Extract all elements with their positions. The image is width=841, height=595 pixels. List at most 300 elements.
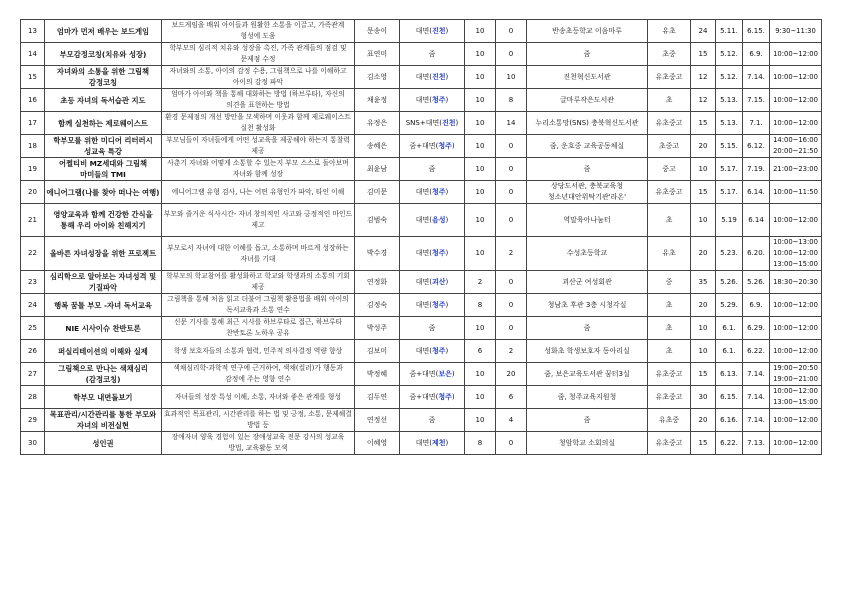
delivery-region-highlight: 청주 [432,346,446,355]
time-cell [770,386,822,409]
delivery-mode-cell [400,204,465,237]
instructor-cell: 김소영 [355,66,400,89]
delivery-mode-label: 줌 [428,49,436,58]
capacity-cell: 20 [691,135,716,158]
end-date-cell: 7.14. [743,409,770,432]
sessions-cell: 8 [465,294,496,317]
time-cell [770,237,822,271]
row-number-cell: 16 [21,89,45,112]
end-date-cell: 7.15. [743,89,770,112]
sessions-cell: 10 [465,112,496,135]
delivery-mode-label: 줌 [428,323,436,332]
table-row [21,237,822,271]
row-number-cell: 18 [21,135,45,158]
row-number-cell: 23 [21,271,45,294]
delivery-mode-close: ) [445,249,449,257]
venue-cell: 줌, 보은교육도서관 꿈터3실 [527,363,648,386]
time-cell: 10:00~12:00 [770,294,822,317]
delivery-mode-cell [400,271,465,294]
row-number-cell: 21 [21,204,45,237]
program-description-cell: 환경 문제점의 개선 방안을 모색하며 이웃과 함께 제로웨이스트 실천 활성화 [162,112,355,135]
end-date-cell: 7.14. [743,386,770,409]
table-row [21,409,822,432]
program-table [20,19,822,455]
time-cell: 21:00~23:00 [770,158,822,181]
delivery-mode-close: ) [445,438,449,447]
time-cell: 18:30~20:30 [770,271,822,294]
table-row [21,386,822,409]
start-date-cell: 6.22. [716,432,743,455]
start-date-cell: 5.26. [716,271,743,294]
delivery-mode-label: 대면( [415,438,432,447]
time-slot: 10:00~12:00 [773,387,818,395]
capacity-cell: 15 [691,363,716,386]
program-description-cell: 색채심리학-과학적 연구에 근거하여, 색채(컬러)가 행동과 감정에 주는 영향 연수 [162,363,355,386]
delivery-mode-cell [400,340,465,363]
instructor-cell: 박성주 [355,317,400,340]
capacity-cell: 15 [691,43,716,66]
delivery-mode-close: ) [445,187,449,196]
instructor-cell: 이혜영 [355,432,400,455]
delivery-mode-label: 줌+대면( [409,141,439,150]
time-slot: 13:00~15:00 [773,398,818,406]
program-description-cell: 사춘기 자녀와 어떻게 소통할 수 있는지 부모 스스로 돌아보며 자녀와 함께 성장 [162,158,355,181]
instructor-cell: 연정선 [355,409,400,432]
instructor-cell: 박정혜 [355,363,400,386]
row-number-cell: 29 [21,409,45,432]
delivery-mode-label: 대면( [415,72,432,81]
time-cell: 10:00~12:00 [770,409,822,432]
target-grade-cell: 초 [648,317,691,340]
start-date-cell: 5.11. [716,20,743,43]
target-grade-cell: 유초중고 [648,66,691,89]
program-description-cell: 장애자녀 양육 경험이 있는 장애성교육 전문 강사의 성교육 방법, 교육활동 모색 [162,432,355,455]
target-grade-cell: 초 [648,340,691,363]
instructor-cell: 문송이 [355,20,400,43]
delivery-region-highlight: 제천 [432,438,446,447]
delivery-mode-label: 대면( [415,249,432,257]
capacity-cell: 30 [691,386,716,409]
sessions-cell: 10 [465,158,496,181]
venue-cell: 줌 [527,43,648,66]
program-description-cell: 보드게임을 배워 아이들과 원활한 소통을 이끌고, 가족관계 형성에 도움 [162,20,355,43]
venue-cell: 글마루작은도서관 [527,89,648,112]
end-date-cell: 6.20. [743,237,770,271]
time-cell [770,363,822,386]
end-date-cell: 6.9. [743,43,770,66]
end-date-cell: 6.14 [743,204,770,237]
delivery-region-highlight: 진천 [432,26,446,35]
delivery-mode-close: ) [445,346,449,355]
delivery-mode-cell [400,89,465,112]
row-number-cell: 22 [21,237,45,271]
capacity-cell: 10 [691,158,716,181]
target-grade-cell: 유초 [648,237,691,271]
start-date-cell: 5.19 [716,204,743,237]
capacity-cell: 10 [691,204,716,237]
program-title-cell: 어쩔티비 MZ세대와 그림책 마미들의 TMI [45,158,162,181]
sessions-cell: 10 [465,204,496,237]
sessions-cell: 10 [465,409,496,432]
table-row [21,20,822,43]
program-table-body [21,20,822,455]
table-row [21,158,822,181]
time-cell: 10:00~12:00 [770,432,822,455]
start-date-cell: 5.13. [716,112,743,135]
delivery-region-highlight: 진천 [441,118,456,127]
sessions-cell: 10 [465,43,496,66]
start-date-cell: 5.17. [716,158,743,181]
sessions-cell: 2 [465,271,496,294]
delivery-mode-close: ) [451,369,455,378]
delivery-mode-cell [400,363,465,386]
delivery-mode-label: 줌 [428,415,436,424]
instructor-cell: 김보미 [355,340,400,363]
sessions-cell: 10 [465,181,496,204]
row-number-cell: 19 [21,158,45,181]
end-date-cell: 6.14. [743,181,770,204]
instructor-cell: 김정숙 [355,294,400,317]
delivery-mode-cell [400,181,465,204]
delivery-mode-label: 대면( [415,300,432,309]
target-grade-cell: 초중고 [648,135,691,158]
capacity-cell: 12 [691,89,716,112]
program-title-cell: 목표관리/시간관리를 통한 부모와 자녀의 비전실현 [45,409,162,432]
capacity-cell: 15 [691,432,716,455]
delivery-mode-cell [400,135,465,158]
capacity-cell: 10 [691,340,716,363]
delivery-region-highlight: 진천 [432,72,446,81]
sessions-cell: 10 [465,363,496,386]
sessions-cell: 10 [465,135,496,158]
venue-cell: 역말육아나눔터 [527,204,648,237]
instructor-cell: 최윤남 [355,158,400,181]
delivery-mode-label: 대면( [415,346,432,355]
sessions-cell: 8 [465,432,496,455]
delivery-mode-label: 줌+대면( [409,369,439,378]
delivery-mode-label: 대면( [415,215,432,224]
program-description-cell: 자녀들의 성장 특성 이해, 소통, 자녀와 좋은 관계를 형성 [162,386,355,409]
count-cell: 0 [496,20,527,43]
program-title-cell: 부모감정코칭(치유와 성장) [45,43,162,66]
program-description-cell: 부모로서 자녀에 대한 이해를 돕고, 소통하며 바르게 성장하는 자녀를 기대 [162,237,355,271]
target-grade-cell: 유초중고 [648,432,691,455]
count-cell: 0 [496,317,527,340]
count-cell: 2 [496,237,527,271]
delivery-region-highlight: 음성 [432,215,446,224]
count-cell: 6 [496,386,527,409]
program-title-cell: 퍼실리테이션의 이해와 실제 [45,340,162,363]
row-number-cell: 15 [21,66,45,89]
count-cell: 20 [496,363,527,386]
start-date-cell: 5.23. [716,237,743,271]
delivery-region-highlight: 청주 [432,249,446,257]
time-cell: 10:00~12:00 [770,89,822,112]
delivery-region-highlight: 청주 [438,141,452,150]
sessions-cell: 10 [465,20,496,43]
program-description-cell: 엄마가 아이와 책을 통해 대화하는 방법 (하브루타), 자신의 의견을 표현하는 방법 [162,89,355,112]
end-date-cell: 6.15. [743,20,770,43]
program-title-cell: 학부모를 위한 미디어 리터러시 성교육 특강 [45,135,162,158]
time-slot: 20:00~21:50 [773,147,818,155]
venue-cell: 줌, 청주교육지원청 [527,386,648,409]
end-date-cell: 7.1. [743,112,770,135]
capacity-cell: 10 [691,317,716,340]
delivery-mode-close: ) [445,300,449,309]
row-number-cell: 27 [21,363,45,386]
target-grade-cell: 초 [648,89,691,112]
table-row [21,89,822,112]
table-row [21,271,822,294]
count-cell: 14 [496,112,527,135]
row-number-cell: 14 [21,43,45,66]
sessions-cell: 6 [465,340,496,363]
instructor-cell: 표연미 [355,43,400,66]
delivery-mode-cell [400,386,465,409]
time-cell [770,135,822,158]
time-slot: 19:00~20:50 [773,364,818,372]
venue-cell: 상당도서관, 충북교육청 청소년대안위탁기관'라온' [527,181,648,204]
start-date-cell: 5.13. [716,89,743,112]
program-table-sheet [20,19,821,455]
venue-cell: 줌 [527,158,648,181]
row-number-cell: 13 [21,20,45,43]
program-title-cell: 함께 실천하는 제로웨이스트 [45,112,162,135]
time-cell: 9:30~11:30 [770,20,822,43]
time-slot: 13:00~15:00 [773,260,818,268]
program-description-cell: 신문 기사를 통해 최근 시사를 하브루타로 접근, 하브루타 찬반토론 노하우 공유 [162,317,355,340]
table-row [21,363,822,386]
program-description-cell: 에니어그램 유형 검사, 나는 어떤 유형인가 파악, 타인 이해 [162,181,355,204]
time-slot: 19:00~21:00 [773,375,818,383]
target-grade-cell: 초 [648,294,691,317]
capacity-cell: 35 [691,271,716,294]
target-grade-cell: 초 [648,204,691,237]
table-row [21,204,822,237]
table-row [21,294,822,317]
table-row [21,432,822,455]
program-title-cell: 성인권 [45,432,162,455]
delivery-mode-close: ) [451,141,455,150]
delivery-region-highlight: 청주 [432,187,446,196]
count-cell: 0 [496,294,527,317]
table-row [21,112,822,135]
sessions-cell: 10 [465,89,496,112]
capacity-cell: 24 [691,20,716,43]
delivery-mode-label: 줌 [428,164,436,173]
program-title-cell: 그림책으로 만나는 색채심리(감정코칭) [45,363,162,386]
count-cell: 0 [496,204,527,237]
table-row [21,135,822,158]
end-date-cell: 6.22. [743,340,770,363]
delivery-mode-label: 대면( [415,277,432,286]
end-date-cell: 6.29. [743,317,770,340]
sessions-cell: 10 [465,237,496,271]
count-cell: 10 [496,66,527,89]
program-title-cell: 엄마가 먼저 배우는 보드게임 [45,20,162,43]
delivery-region-highlight: 괴산 [432,277,446,286]
sessions-cell: 10 [465,66,496,89]
venue-cell: 성화초 학생보호자 동아리실 [527,340,648,363]
time-cell: 10:00~11:50 [770,181,822,204]
start-date-cell: 6.16. [716,409,743,432]
start-date-cell: 5.17. [716,181,743,204]
time-cell: 10:00~12:00 [770,204,822,237]
delivery-region-highlight: 보은 [438,369,452,378]
delivery-mode-cell [400,43,465,66]
instructor-cell: 유정은 [355,112,400,135]
capacity-cell: 20 [691,237,716,271]
delivery-mode-close: ) [445,72,449,81]
target-grade-cell: 유초중고 [648,386,691,409]
target-grade-cell: 유초중고 [648,112,691,135]
venue-cell: 괴산군 여성회관 [527,271,648,294]
capacity-cell: 15 [691,112,716,135]
end-date-cell: 7.14. [743,363,770,386]
start-date-cell: 5.15. [716,135,743,158]
table-row [21,66,822,89]
count-cell: 0 [496,271,527,294]
start-date-cell: 6.15. [716,386,743,409]
delivery-mode-cell [400,20,465,43]
instructor-cell: 김두연 [355,386,400,409]
target-grade-cell: 유초중고 [648,181,691,204]
start-date-cell: 5.12. [716,66,743,89]
delivery-mode-label: 줌+대면( [409,392,439,401]
program-description-cell: 학생 보호자들의 소통과 협력, 민주적 의사결정 역량 향상 [162,340,355,363]
program-title-cell: 에니어그램(나를 찾아 떠나는 여행) [45,181,162,204]
venue-cell: 줌 [527,409,648,432]
program-description-cell: 부모님들이 자녀들에게 어떤 성교육을 제공해야 하는지 통찰력 제공 [162,135,355,158]
program-title-cell: 영양교육과 함께 건강한 간식을 통해 우리 아이와 친해지기 [45,204,162,237]
delivery-mode-close: ) [451,392,455,401]
delivery-mode-cell [400,112,465,135]
program-title-cell: 행복 꿈틀 부모 -자녀 독서교육 [45,294,162,317]
delivery-mode-close: ) [445,26,449,35]
row-number-cell: 24 [21,294,45,317]
end-date-cell: 5.26. [743,271,770,294]
instructor-cell: 박수경 [355,237,400,271]
delivery-mode-cell [400,432,465,455]
end-date-cell: 7.19. [743,158,770,181]
instructor-cell: 채윤정 [355,89,400,112]
delivery-mode-cell [400,409,465,432]
count-cell: 4 [496,409,527,432]
venue-cell: 누리소통망(SNS) 충북혁신도서관 [527,112,648,135]
time-cell: 10:00~12:00 [770,66,822,89]
end-date-cell: 7.13. [743,432,770,455]
target-grade-cell: 유초 [648,20,691,43]
target-grade-cell: 유초중고 [648,363,691,386]
venue-cell: 줌 [527,317,648,340]
row-number-cell: 17 [21,112,45,135]
start-date-cell: 6.1. [716,317,743,340]
capacity-cell: 20 [691,409,716,432]
program-title-cell: 초등 자녀의 독서습관 지도 [45,89,162,112]
count-cell: 0 [496,43,527,66]
row-number-cell: 20 [21,181,45,204]
time-slot: 10:00~12:00 [773,249,818,257]
instructor-cell: 연정화 [355,271,400,294]
delivery-mode-label: 대면( [415,95,432,104]
start-date-cell: 6.1. [716,340,743,363]
program-title-cell: 올바른 자녀성장을 위한 프로젝트 [45,237,162,271]
instructor-cell: 송혜은 [355,135,400,158]
end-date-cell: 7.14. [743,66,770,89]
program-description-cell: 효과적인 목표관리, 시간관리를 하는 법 및 긍정, 소통, 문제해결 방법 등 [162,409,355,432]
table-row [21,317,822,340]
delivery-mode-cell [400,294,465,317]
venue-cell: 줌, 운호중 교육공동체실 [527,135,648,158]
venue-cell: 진천혁신도서관 [527,66,648,89]
venue-cell: 수성초등학교 [527,237,648,271]
end-date-cell: 6.12. [743,135,770,158]
start-date-cell: 6.13. [716,363,743,386]
count-cell: 2 [496,340,527,363]
instructor-cell: 김범숙 [355,204,400,237]
target-grade-cell: 중고 [648,158,691,181]
end-date-cell: 6.9. [743,294,770,317]
delivery-mode-close: ) [445,215,449,224]
sessions-cell: 10 [465,386,496,409]
delivery-mode-cell [400,66,465,89]
venue-cell: 청암학교 소회의실 [527,432,648,455]
row-number-cell: 30 [21,432,45,455]
count-cell: 0 [496,135,527,158]
program-description-cell: 학부모의 학교참여를 활성화하고 학교와 학생과의 소통의 기회 제공 [162,271,355,294]
time-cell: 10:00~12:00 [770,340,822,363]
count-cell: 0 [496,181,527,204]
program-description-cell: 그림책을 통해 처음 읽고 더불어 그림책 활용법을 배워 아이의 독서교육과 소통 연수 [162,294,355,317]
target-grade-cell: 초중 [648,43,691,66]
row-number-cell: 25 [21,317,45,340]
program-description-cell: 자녀와의 소통, 아이의 감정 수용, 그림책으로 나를 이해하고 아이의 감정 파악 [162,66,355,89]
start-date-cell: 5.29. [716,294,743,317]
sessions-cell: 10 [465,317,496,340]
delivery-mode-label: 대면( [415,187,432,196]
delivery-mode-label: 대면( [415,26,432,35]
program-title-cell: 학부모 내면돌보기 [45,386,162,409]
program-title-cell: 자녀와의 소통을 위한 그림책 감정코칭 [45,66,162,89]
delivery-mode-cell [400,237,465,271]
venue-cell: 청남초 후관 3층 시청각실 [527,294,648,317]
delivery-mode-close: ) [445,95,449,104]
table-row [21,43,822,66]
delivery-region-highlight: 청주 [438,392,452,401]
row-number-cell: 26 [21,340,45,363]
delivery-mode-cell [400,317,465,340]
table-row [21,181,822,204]
time-cell: 10:00~12:00 [770,317,822,340]
start-date-cell: 5.12. [716,43,743,66]
delivery-mode-cell [400,158,465,181]
capacity-cell: 20 [691,294,716,317]
program-title-cell: NIE 시사이슈 찬반토론 [45,317,162,340]
capacity-cell: 15 [691,181,716,204]
program-title-cell: 심리학으로 알아보는 자녀성격 및 기질파악 [45,271,162,294]
delivery-region-highlight: 청주 [432,95,446,104]
program-description-cell: 학부모의 심리적 치유와 성장을 촉진, 가족 관계들의 점검 및 문제점 수정 [162,43,355,66]
time-slot: 10:00~13:00 [773,238,818,246]
instructor-cell: 김미문 [355,181,400,204]
target-grade-cell: 중 [648,271,691,294]
table-row [21,340,822,363]
program-description-cell: 부모와 즐거운 식사시간- 자녀 창의적인 사고와 긍정적인 마인드 제고 [162,204,355,237]
time-cell: 10:00~12:00 [770,112,822,135]
delivery-region-highlight: 청주 [432,300,446,309]
time-cell: 10:00~12:00 [770,43,822,66]
time-slot: 14:00~16:00 [773,136,818,144]
